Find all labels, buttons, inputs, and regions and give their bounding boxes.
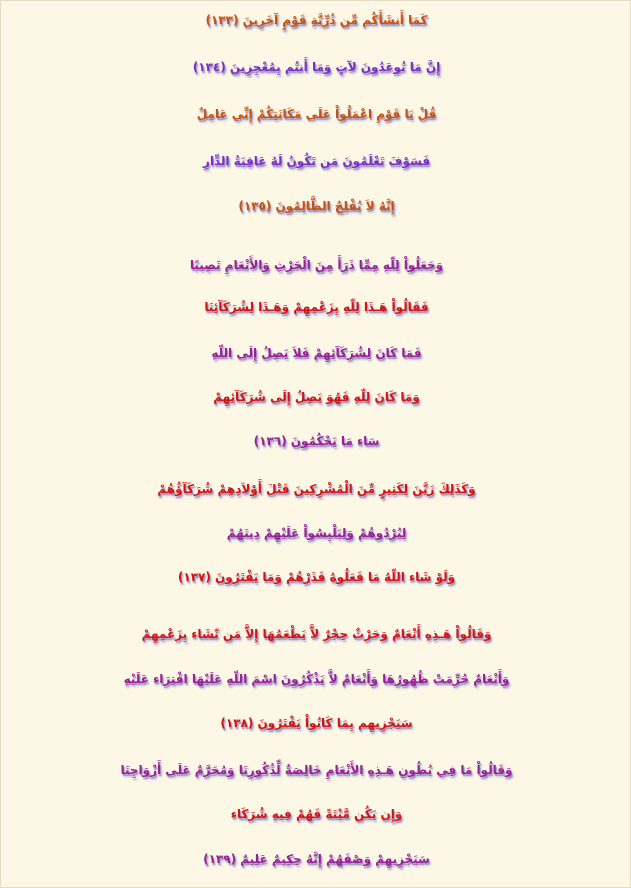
verse-line-6: وَجَعَلُواْ لِلّهِ مِمِّا ذَرَأَ مِنَ الْحَرْثِ وَالأَنْعَامِ نَصِيبًا: [189, 258, 444, 272]
verse-line-7: فَقَالُواْ هَـذَا لِلّهِ بِزَعْمِهِمْ وَهَـذَا لِشُرَكَآئِنَا: [204, 300, 429, 314]
verse-line-15: وَأَنْعَامٌ حُرِّمَتْ ظُهُورُهَا وَأَنْعَامٌ لاَّ يَذْكُرُونَ اسْمَ اللّهِ عَلَيْهَا افْتِرَاء عَلَيْهِ: [123, 672, 510, 686]
verse-line-16: سَيَجْزِيهِم بِمَا كَانُواْ يَفْتَرُونَ (١٣٨): [220, 716, 413, 730]
verse-line-13: وَلَوْ شَاء اللّهُ مَا فَعَلُوهُ فَذَرْهُمْ وَمَا يَفْتَرُونَ (١٣٧): [177, 570, 456, 584]
verse-line-12: لِيُرْدُوهُمْ وَلِيَلْبِسُواْ عَلَيْهِمْ دِينَهُمْ: [226, 526, 407, 540]
verse-line-19: سَيَجْزِيهِمْ وَصْفَهُمْ إِنَّهُ حِكِيمٌ عَلِيمٌ (١٣٩): [203, 852, 430, 866]
verse-line-9: وَمَا كَانَ لِلّهِ فَهُوَ يَصِلُ إِلَى شُرَكَآئِهِمْ: [213, 390, 420, 404]
verse-line-3: قُلْ يَا قَوْمِ اعْمَلُواْ عَلَى مَكَانَتِكُمْ إِنِّي عَامِلٌ: [196, 107, 437, 121]
verse-line-10: سَاء مَا يَحْكُمُونَ (١٣٦): [253, 434, 380, 448]
verse-line-4: فَسَوْفَ تَعْلَمُونَ مَن تَكُونُ لَهُ عَاقِبَةُ الدِّارِ: [202, 154, 431, 168]
verse-line-5: إِنَّهُ لاَ يُفْلِحُ الظَّالِمُونَ (١٣٥): [238, 199, 395, 213]
verse-line-2: إِنَّ مَا تُوعَدُونَ لآتٍ وَمَا أَنتُم بِمُعْجِزِينَ (١٣٤): [192, 60, 441, 74]
verse-line-1: كَمَا أَنشَأَكُم مِّن ذُرِّيَّةِ قَوْمٍ آخَرِينَ (١٣٣): [205, 13, 428, 27]
verse-line-14: وَقَالُواْ هَـذِهِ أَنْعَامٌ وَحَرْثٌ حِجْرٌ لاَّ يَطْعَمُهَا إِلاَّ مَن نّشَاء بِزَعْمِهِمْ: [141, 627, 492, 641]
verse-line-17: وَقَالُواْ مَا فِي بُطُونِ هَـذِهِ الأَنْعَامِ خَالِصَةٌ لِّذُكُورِنَا وَمُحَرَّمٌ عَلَى أَزْوَاجِنَا: [120, 763, 513, 777]
verse-line-18: وَإِن يَكُن مَّيْتَةً فَهُمْ فِيهِ شُرَكَاء: [230, 807, 403, 821]
verse-line-8: فَمَا كَانَ لِشُرَكَآئِهِمْ فَلاَ يَصِلُ إِلَى اللّهِ: [211, 346, 422, 360]
verse-line-11: وَكَذَلِكَ زَيَّنَ لِكَثِيرٍ مِّنَ الْمُشْرِكِينَ قَتْلَ أَوْلاَدِهِمْ شُرَكَآؤُهُمْ: [157, 482, 476, 496]
